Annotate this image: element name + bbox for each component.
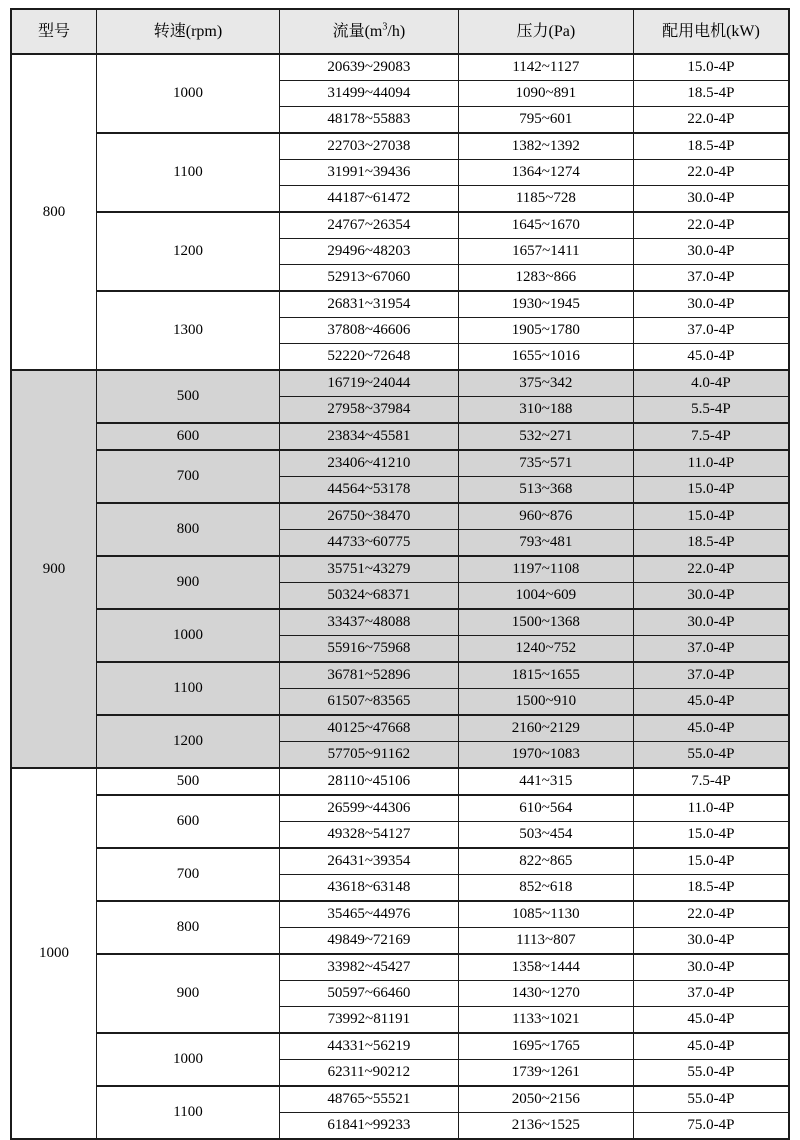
flow-cell: 35751~43279 xyxy=(279,556,458,583)
motor-cell: 7.5-4P xyxy=(633,423,789,450)
flow-cell: 26599~44306 xyxy=(279,795,458,822)
flow-cell: 33437~48088 xyxy=(279,609,458,636)
motor-cell: 22.0-4P xyxy=(633,160,789,186)
speed-cell: 1300 xyxy=(97,291,280,370)
flow-cell: 22703~27038 xyxy=(279,133,458,160)
motor-cell: 5.5-4P xyxy=(633,397,789,424)
column-header-motor: 配用电机(kW) xyxy=(633,9,789,54)
flow-cell: 23406~41210 xyxy=(279,450,458,477)
pressure-cell: 1970~1083 xyxy=(458,742,633,769)
flow-cell: 16719~24044 xyxy=(279,370,458,397)
flow-cell: 23834~45581 xyxy=(279,423,458,450)
flow-cell: 28110~45106 xyxy=(279,768,458,795)
pressure-cell: 795~601 xyxy=(458,107,633,134)
flow-cell: 40125~47668 xyxy=(279,715,458,742)
motor-cell: 45.0-4P xyxy=(633,715,789,742)
table-row xyxy=(11,795,789,822)
flow-cell: 29496~48203 xyxy=(279,239,458,265)
pressure-cell: 735~571 xyxy=(458,450,633,477)
pressure-cell: 610~564 xyxy=(458,795,633,822)
pressure-cell: 1004~609 xyxy=(458,583,633,610)
motor-cell: 30.0-4P xyxy=(633,609,789,636)
motor-cell: 45.0-4P xyxy=(633,1033,789,1060)
motor-cell: 55.0-4P xyxy=(633,1086,789,1113)
speed-cell: 600 xyxy=(97,795,280,848)
flow-cell: 44187~61472 xyxy=(279,186,458,213)
speed-cell: 500 xyxy=(97,370,280,423)
pressure-cell: 1113~807 xyxy=(458,928,633,955)
table-row xyxy=(11,609,789,636)
table-row xyxy=(11,715,789,742)
pressure-cell: 852~618 xyxy=(458,875,633,902)
pressure-cell: 1364~1274 xyxy=(458,160,633,186)
flow-cell: 44331~56219 xyxy=(279,1033,458,1060)
motor-cell: 37.0-4P xyxy=(633,981,789,1007)
table-row xyxy=(11,423,789,450)
speed-cell: 600 xyxy=(97,423,280,450)
pressure-cell: 375~342 xyxy=(458,370,633,397)
table-header xyxy=(11,9,789,54)
flow-cell: 35465~44976 xyxy=(279,901,458,928)
table-row xyxy=(11,212,789,239)
pressure-cell: 1695~1765 xyxy=(458,1033,633,1060)
flow-header-unit: /h) xyxy=(387,22,406,40)
table-row xyxy=(11,291,789,318)
pressure-cell: 513~368 xyxy=(458,477,633,504)
table-row xyxy=(11,1033,789,1060)
motor-cell: 22.0-4P xyxy=(633,901,789,928)
flow-cell: 44564~53178 xyxy=(279,477,458,504)
speed-cell: 1200 xyxy=(97,715,280,768)
flow-cell: 33982~45427 xyxy=(279,954,458,981)
pressure-cell: 1655~1016 xyxy=(458,344,633,371)
pressure-cell: 2050~2156 xyxy=(458,1086,633,1113)
table-row xyxy=(11,662,789,689)
flow-cell: 48765~55521 xyxy=(279,1086,458,1113)
table-row xyxy=(11,1086,789,1113)
motor-cell: 30.0-4P xyxy=(633,583,789,610)
motor-cell: 37.0-4P xyxy=(633,662,789,689)
motor-cell: 30.0-4P xyxy=(633,928,789,955)
speed-cell: 1000 xyxy=(97,54,280,133)
motor-cell: 30.0-4P xyxy=(633,291,789,318)
speed-cell: 1100 xyxy=(97,133,280,212)
pressure-cell: 1500~1368 xyxy=(458,609,633,636)
flow-cell: 31991~39436 xyxy=(279,160,458,186)
flow-cell: 24767~26354 xyxy=(279,212,458,239)
motor-cell: 22.0-4P xyxy=(633,107,789,134)
flow-header-text: 流量(m xyxy=(332,22,383,40)
motor-cell: 37.0-4P xyxy=(633,636,789,663)
motor-cell: 55.0-4P xyxy=(633,1060,789,1087)
table-row xyxy=(11,556,789,583)
flow-cell: 49328~54127 xyxy=(279,822,458,849)
motor-cell: 15.0-4P xyxy=(633,477,789,504)
motor-cell: 30.0-4P xyxy=(633,239,789,265)
motor-cell: 18.5-4P xyxy=(633,530,789,557)
pressure-cell: 1197~1108 xyxy=(458,556,633,583)
pressure-cell: 1090~891 xyxy=(458,81,633,107)
speed-cell: 900 xyxy=(97,556,280,609)
motor-cell: 15.0-4P xyxy=(633,503,789,530)
flow-cell: 48178~55883 xyxy=(279,107,458,134)
pressure-cell: 503~454 xyxy=(458,822,633,849)
flow-cell: 31499~44094 xyxy=(279,81,458,107)
motor-cell: 37.0-4P xyxy=(633,318,789,344)
pressure-cell: 441~315 xyxy=(458,768,633,795)
flow-cell: 27958~37984 xyxy=(279,397,458,424)
speed-cell: 1100 xyxy=(97,1086,280,1139)
speed-cell: 1000 xyxy=(97,1033,280,1086)
speed-cell: 700 xyxy=(97,450,280,503)
motor-cell: 11.0-4P xyxy=(633,450,789,477)
pressure-cell: 1240~752 xyxy=(458,636,633,663)
speed-cell: 800 xyxy=(97,503,280,556)
speed-cell: 1000 xyxy=(97,609,280,662)
flow-cell: 50324~68371 xyxy=(279,583,458,610)
pressure-cell: 1500~910 xyxy=(458,689,633,716)
flow-cell: 49849~72169 xyxy=(279,928,458,955)
pressure-cell: 1815~1655 xyxy=(458,662,633,689)
flow-cell: 36781~52896 xyxy=(279,662,458,689)
motor-cell: 18.5-4P xyxy=(633,81,789,107)
table-row xyxy=(11,901,789,928)
flow-cell: 50597~66460 xyxy=(279,981,458,1007)
motor-cell: 18.5-4P xyxy=(633,133,789,160)
motor-cell: 7.5-4P xyxy=(633,768,789,795)
table-row xyxy=(11,450,789,477)
table-row xyxy=(11,133,789,160)
pressure-cell: 793~481 xyxy=(458,530,633,557)
flow-cell: 20639~29083 xyxy=(279,54,458,81)
pressure-cell: 1905~1780 xyxy=(458,318,633,344)
motor-cell: 4.0-4P xyxy=(633,370,789,397)
pressure-cell: 1657~1411 xyxy=(458,239,633,265)
speed-cell: 1200 xyxy=(97,212,280,291)
pressure-cell: 1185~728 xyxy=(458,186,633,213)
flow-cell: 57705~91162 xyxy=(279,742,458,769)
motor-cell: 37.0-4P xyxy=(633,265,789,292)
column-header-flow xyxy=(279,9,458,54)
flow-cell: 55916~75968 xyxy=(279,636,458,663)
header-row xyxy=(11,9,789,54)
pressure-cell: 1133~1021 xyxy=(458,1007,633,1034)
pressure-cell: 822~865 xyxy=(458,848,633,875)
speed-cell: 1100 xyxy=(97,662,280,715)
flow-header-superscript: 3 xyxy=(382,21,388,33)
motor-cell: 22.0-4P xyxy=(633,212,789,239)
motor-cell: 45.0-4P xyxy=(633,344,789,371)
spec-table-body xyxy=(11,54,789,1139)
table-row xyxy=(11,370,789,397)
motor-cell: 15.0-4P xyxy=(633,54,789,81)
flow-cell: 52913~67060 xyxy=(279,265,458,292)
table-row xyxy=(11,503,789,530)
motor-cell: 45.0-4P xyxy=(633,689,789,716)
table-row xyxy=(11,954,789,981)
column-header-pressure: 压力(Pa) xyxy=(458,9,633,54)
motor-cell: 18.5-4P xyxy=(633,875,789,902)
speed-cell: 900 xyxy=(97,954,280,1033)
motor-cell: 75.0-4P xyxy=(633,1113,789,1140)
flow-cell: 26831~31954 xyxy=(279,291,458,318)
pressure-cell: 1085~1130 xyxy=(458,901,633,928)
motor-cell: 11.0-4P xyxy=(633,795,789,822)
column-header-speed: 转速(rpm) xyxy=(97,9,280,54)
pressure-cell: 532~271 xyxy=(458,423,633,450)
model-cell: 800 xyxy=(11,54,97,370)
speed-cell: 500 xyxy=(97,768,280,795)
pressure-cell: 2136~1525 xyxy=(458,1113,633,1140)
table-row xyxy=(11,54,789,81)
pressure-cell: 1358~1444 xyxy=(458,954,633,981)
motor-cell: 30.0-4P xyxy=(633,186,789,213)
flow-cell: 37808~46606 xyxy=(279,318,458,344)
pressure-cell: 1645~1670 xyxy=(458,212,633,239)
pressure-cell: 1930~1945 xyxy=(458,291,633,318)
flow-cell: 26750~38470 xyxy=(279,503,458,530)
pressure-cell: 1283~866 xyxy=(458,265,633,292)
table-row xyxy=(11,848,789,875)
flow-cell: 52220~72648 xyxy=(279,344,458,371)
motor-cell: 45.0-4P xyxy=(633,1007,789,1034)
pressure-cell: 2160~2129 xyxy=(458,715,633,742)
pressure-cell: 1739~1261 xyxy=(458,1060,633,1087)
spec-table xyxy=(10,8,790,1140)
motor-cell: 22.0-4P xyxy=(633,556,789,583)
pressure-cell: 960~876 xyxy=(458,503,633,530)
flow-cell: 43618~63148 xyxy=(279,875,458,902)
pressure-cell: 1142~1127 xyxy=(458,54,633,81)
motor-cell: 15.0-4P xyxy=(633,822,789,849)
pressure-cell: 310~188 xyxy=(458,397,633,424)
table-row xyxy=(11,768,789,795)
flow-cell: 62311~90212 xyxy=(279,1060,458,1087)
flow-cell: 73992~81191 xyxy=(279,1007,458,1034)
flow-cell: 44733~60775 xyxy=(279,530,458,557)
flow-cell: 61841~99233 xyxy=(279,1113,458,1140)
motor-cell: 55.0-4P xyxy=(633,742,789,769)
flow-cell: 26431~39354 xyxy=(279,848,458,875)
flow-cell: 61507~83565 xyxy=(279,689,458,716)
speed-cell: 700 xyxy=(97,848,280,901)
motor-cell: 15.0-4P xyxy=(633,848,789,875)
pressure-cell: 1382~1392 xyxy=(458,133,633,160)
model-cell: 1000 xyxy=(11,768,97,1139)
model-cell: 900 xyxy=(11,370,97,768)
pressure-cell: 1430~1270 xyxy=(458,981,633,1007)
column-header-model: 型号 xyxy=(11,9,97,54)
motor-cell: 30.0-4P xyxy=(633,954,789,981)
speed-cell: 800 xyxy=(97,901,280,954)
